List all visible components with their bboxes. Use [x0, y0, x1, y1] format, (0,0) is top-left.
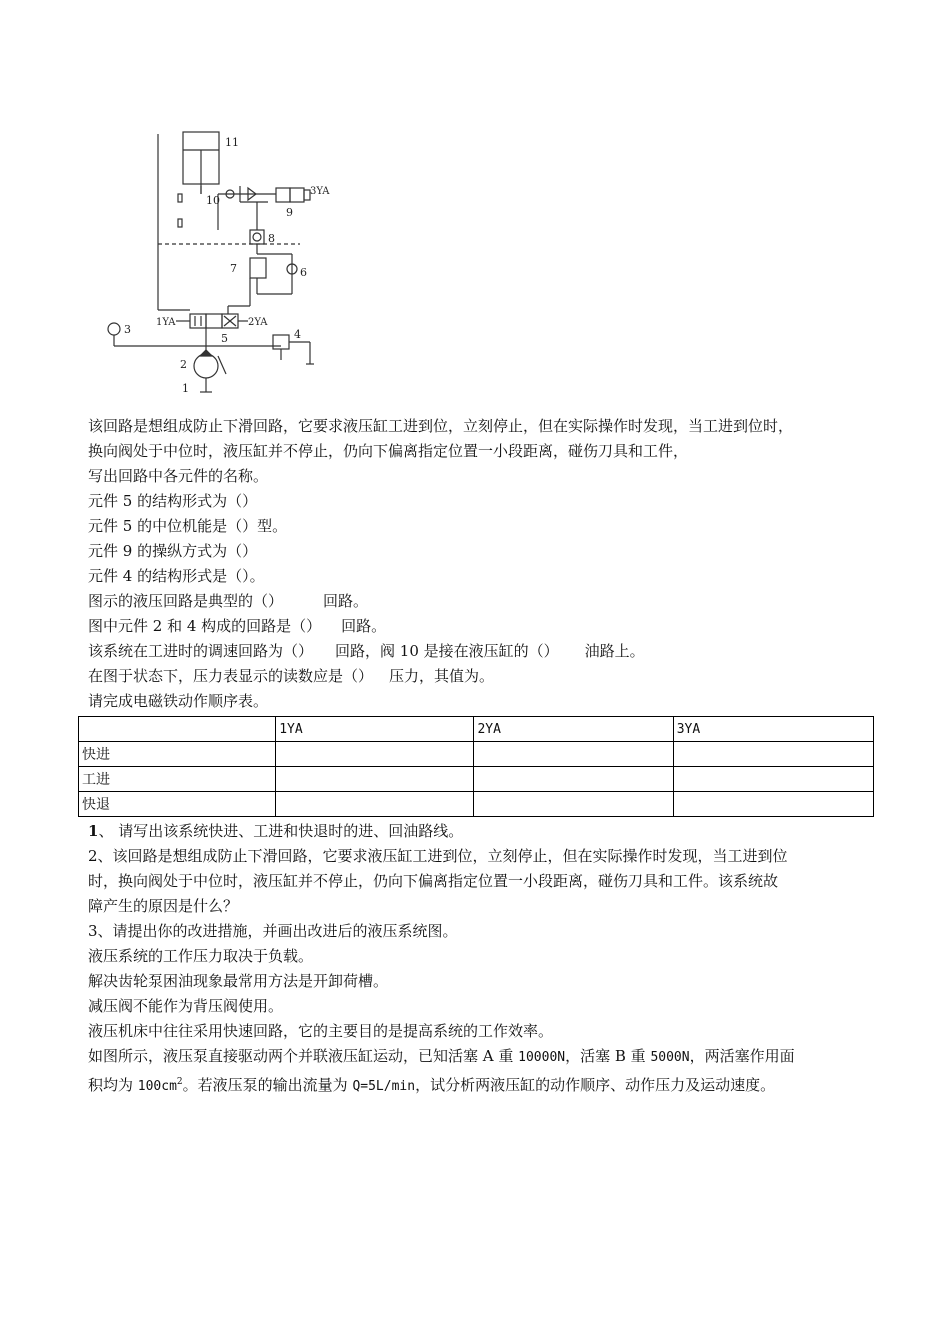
- followup-2-line-3: 障产生的原因是什么？: [88, 897, 239, 915]
- area-exponent: 2: [176, 1077, 183, 1087]
- pressure-gauge-3: [108, 323, 120, 335]
- label-8: 8: [268, 232, 275, 245]
- problem-line-2: [88, 1070, 878, 1099]
- label-2ya: 2YA: [248, 317, 268, 328]
- label-3ya: 3YA: [310, 186, 330, 197]
- question-1: 元件 5 的结构形式为（）: [88, 492, 258, 510]
- question-8-part-b: 压力，其值为。: [389, 667, 495, 685]
- followup-1: [88, 819, 878, 844]
- table-cell: [276, 742, 474, 767]
- question-5: [88, 589, 878, 614]
- problem-text: 积均为: [88, 1076, 138, 1094]
- valve-7: [250, 258, 266, 278]
- weight-a: 10000N: [518, 1050, 566, 1065]
- question-7-part-c: 油路上。: [584, 642, 645, 660]
- solenoid-sequence-table: [78, 716, 874, 817]
- problem-text: 如图所示，液压泵直接驱动两个并联液压缸运动，已知活塞 A 重: [88, 1047, 519, 1065]
- followup-2-line-2: 时，换向阀处于中位时，液压缸并不停止，仍向下偏离指定位置一小段距离，碰伤刀具和工件。该系统故: [88, 872, 779, 890]
- directional-valve-5: [190, 314, 206, 328]
- label-1ya: 1YA: [156, 317, 176, 328]
- label-7: 7: [230, 262, 237, 275]
- statement-4: 液压机床中往往采用快速回路，它的主要目的是提高系统的工作效率。: [88, 1022, 554, 1040]
- label-6: 6: [300, 266, 307, 279]
- document-body: [82, 414, 878, 1099]
- question-4: 元件 4 的结构形式是（）。: [88, 567, 265, 585]
- table-cell: [673, 792, 873, 817]
- label-5: 5: [221, 332, 228, 345]
- valve-9: [276, 188, 290, 202]
- table-cell: [673, 767, 873, 792]
- table-cell: [673, 742, 873, 767]
- question-7: [88, 639, 878, 664]
- problem-text: ，活塞 B 重: [565, 1047, 651, 1065]
- question-6: [88, 614, 878, 639]
- followup-1-number: 1: [88, 822, 99, 840]
- table-row-label: 工进: [79, 767, 276, 792]
- table-row-label: 快进: [79, 742, 276, 767]
- table-cell: [474, 742, 673, 767]
- intro-line-1: 该回路是想组成防止下滑回路，它要求液压缸工进到位，立刻停止，但在实际操作时发现，当工进到位时，: [88, 417, 794, 435]
- flow-value: Q=5L/min: [352, 1079, 416, 1094]
- problem-text: ，试分析两液压缸的动作顺序、动作压力及运动速度。: [415, 1076, 776, 1094]
- table-row: [79, 792, 874, 817]
- table-cell: [276, 792, 474, 817]
- table-header-row: [79, 717, 874, 742]
- problem-text: 。若液压泵的输出流量为: [182, 1076, 353, 1094]
- table-header-cell: 3YA: [673, 717, 873, 742]
- label-2: 2: [180, 358, 187, 371]
- intro-line-3: 写出回路中各元件的名称。: [88, 467, 269, 485]
- label-4: 4: [294, 328, 301, 341]
- label-1: 1: [182, 382, 189, 395]
- problem-line-1: [88, 1044, 878, 1070]
- table-header-cell: 2YA: [474, 717, 673, 742]
- statement-3: 减压阀不能作为背压阀使用。: [88, 997, 284, 1015]
- question-8-part-a: 在图于状态下，压力表显示的读数应是（）: [88, 667, 374, 685]
- weight-b: 5000N: [650, 1050, 690, 1065]
- label-10: 10: [206, 194, 220, 207]
- pump-2: [194, 354, 218, 378]
- intro-line-2: 换向阀处于中位时，液压缸并不停止，仍向下偏离指定位置一小段距离，碰伤刀具和工件，: [88, 442, 689, 460]
- question-2: 元件 5 的中位机能是（）型。: [88, 517, 288, 535]
- table-cell: [474, 792, 673, 817]
- question-6-part-b: 回路。: [341, 617, 387, 635]
- question-7-part-a: 该系统在工进时的调速回路为（）: [88, 642, 314, 660]
- table-row: [79, 742, 874, 767]
- circuit-svg: [100, 124, 345, 404]
- question-5-part-a: 图示的液压回路是典型的（）: [88, 592, 284, 610]
- problem-text: ，两活塞作用面: [689, 1047, 795, 1065]
- table-header-cell: [79, 717, 276, 742]
- question-8: [88, 664, 878, 689]
- table-header-cell: 1YA: [276, 717, 474, 742]
- followup-3: 3、请提出你的改进措施，并画出改进后的液压系统图。: [88, 922, 458, 940]
- table-row: [79, 767, 874, 792]
- label-3: 3: [124, 323, 131, 336]
- followup-2-line-1: 2、该回路是想组成防止下滑回路，它要求液压缸工进到位，立刻停止，但在实际操作时发现，当工进到位: [88, 847, 788, 865]
- table-cell: [276, 767, 474, 792]
- question-9: 请完成电磁铁动作顺序表。: [88, 692, 269, 710]
- valve-4: [273, 335, 289, 349]
- table-row-label: 快退: [79, 792, 276, 817]
- question-7-part-b: 回路，阀 10 是接在液压缸的（）: [335, 642, 559, 660]
- followup-1-text: 、 请写出该系统快进、工进和快退时的进、回油路线。: [98, 822, 464, 840]
- statement-2: 解决齿轮泵困油现象最常用方法是开卸荷槽。: [88, 972, 389, 990]
- question-3: 元件 9 的操纵方式为（）: [88, 542, 258, 560]
- question-6-part-a: 图中元件 2 和 4 构成的回路是（）: [88, 617, 322, 635]
- table-cell: [474, 767, 673, 792]
- area-value: 100cm: [137, 1079, 177, 1094]
- label-9: 9: [286, 206, 293, 219]
- hydraulic-circuit-diagram: [100, 124, 345, 404]
- question-5-part-b: 回路。: [323, 592, 369, 610]
- statement-1: 液压系统的工作压力取决于负载。: [88, 947, 314, 965]
- label-11: 11: [225, 136, 239, 149]
- check-valve-8: [250, 230, 264, 244]
